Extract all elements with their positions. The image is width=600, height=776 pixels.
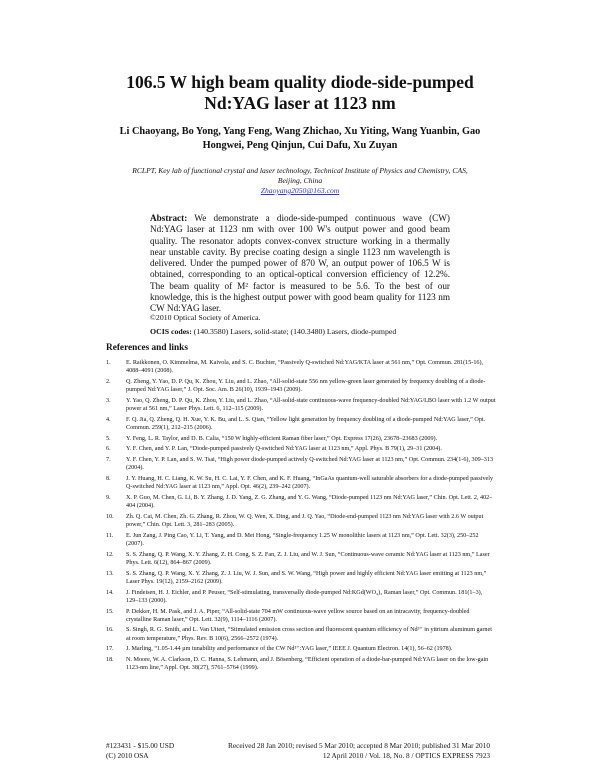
copyright-notice: ©2010 Optical Society of America. xyxy=(150,313,261,322)
affiliation-line-1: RCLPT, Key lab of functional crystal and laser technology, Technical Institute of Physics and Chemistry, CAS, xyxy=(132,166,468,175)
reference-text: P. Dekker, H. M. Pask, and J. A. Piper, “All-solid-state 704 mW continuous-wave yellow source based on an intracavity, frequency-doubled crystalline Raman laser,” Opt. Lett. 32(9), 1114–1116 (2007). xyxy=(126,608,470,623)
affiliation-line-2: Beijing, China xyxy=(277,176,323,185)
reference-number: 6. xyxy=(106,446,111,453)
reference-text: J. Marling, “1.05-1.44 µm tunability and performance of the CW Nd³⁺:YAG laser,” IEEE J. Quantum Electron. 14(1), 56–62 (1978). xyxy=(126,646,453,653)
reference-item xyxy=(106,551,496,568)
reference-item xyxy=(106,532,496,549)
reference-number: 5. xyxy=(106,435,111,442)
affiliation xyxy=(60,166,540,196)
reference-item xyxy=(106,626,496,643)
reference-item xyxy=(106,359,496,376)
reference-item xyxy=(106,656,496,673)
references-heading: References and links xyxy=(106,343,188,353)
ocis-text: (140.3580) Lasers, solid-state; (140.3480) Lasers, diode-pumped xyxy=(193,327,397,336)
reference-number: 11. xyxy=(106,532,114,539)
reference-item xyxy=(106,456,496,473)
reference-number: 18. xyxy=(106,656,114,663)
author-list xyxy=(60,125,540,153)
footer-citation: 12 April 2010 / Vol. 18, No. 8 / OPTICS EXPRESS 7923 xyxy=(322,751,490,760)
reference-item xyxy=(106,475,496,492)
reference-text: J. Y. Huang, H. C. Liang, K. W. Su, H. C. Lai, Y. F. Chen, and K. F. Huang, “InGaAs quantum-well saturable absorbers for a diode-pumped passively Q-switched Nd:YAG laser at 1123 nm,” Appl. Opt. 46(2), 239–242 (2007). xyxy=(126,475,494,491)
authors-line-1: Li Chaoyang, Bo Yong, Yang Feng, Wang Zhichao, Xu Yiting, Wang Yuanbin, Gao xyxy=(119,126,481,137)
reference-text: Y. Feng, L. R. Taylor, and D. B. Calia, “150 W highly-efficient Raman fiber laser,” Opt. Express 17(26), 23678–23683 (2009). xyxy=(126,435,438,442)
reference-text: J. Findeisen, H. J. Eichler, and P. Peuser, “Self-stimulating, transversally diode-pumped Nd:KGd(WO₄)₂ Raman laser,” Opt. Commun. 181(1–3), 129–133 (2000). xyxy=(126,589,483,604)
ocis-label: OCIS codes: xyxy=(150,327,192,336)
reference-text: Y. F. Chen, Y. P. Lan, and S. W. Tsai, “High power diode-pumped actively Q-switched Nd:YAG laser at 1123 nm,” Opt. Commun. 234(1-6), 309–313 (2004). xyxy=(126,456,494,472)
reference-number: 3. xyxy=(106,397,111,404)
reference-text: E. Jun Zang, J. Ping Cao, Y. Li, T. Yang, and D. Mei Hong, “Single-frequency 1.25 W monolithic lasers at 1123 nm,” Opt. Lett. 32(3), 250–252 (2007). xyxy=(126,532,479,548)
reference-number: 15. xyxy=(106,608,114,615)
reference-number: 8. xyxy=(106,475,111,482)
reference-text: S. S. Zhang, Q. P. Wang, X. Y. Zhang, Z. J. Liu, W. J. Sun, and S. W. Wang, “High power and highly efficient Nd:YAG laser emitting at 1123 nm,” Laser Phys. 19(12), 2159–2162 (2009). xyxy=(126,570,487,586)
reference-text: Q. Zheng, Y. Yao, D. P. Qu, K. Zhou, Y. Liu, and L. Zhao, “All-solid-state 556 nm yellow-green laser generated by frequency doubling of a diode-pumped Nd:YAG laser,” J. Opt. Soc. Am. B 26(10), 1939–1943 (2009). xyxy=(126,378,486,394)
reference-text: F. Q. Jia, Q. Zheng, Q. H. Xue, Y. K. Bu, and L. S. Qian, “Yellow light generation by frequency doubling of a diode-pumped Nd:YAG laser,” Opt. Commun. 259(1), 212–215 (2006). xyxy=(126,416,486,432)
reference-item xyxy=(106,645,496,653)
authors-line-2: Hongwei, Peng Qinjun, Cui Dafu, Xu Zuyan xyxy=(202,140,398,151)
author-email-link[interactable]: Zhaoyang2050@163.com xyxy=(260,186,340,195)
title-line-1: 106.5 W high beam quality diode-side-pumped xyxy=(126,72,474,92)
reference-item xyxy=(106,416,496,433)
footer-history: Received 28 Jan 2010; revised 5 Mar 2010; accepted 8 Mar 2010; published 31 Mar 2010 xyxy=(227,741,490,750)
reference-item xyxy=(106,513,496,530)
footer-copyright: (C) 2010 OSA xyxy=(106,751,149,760)
reference-number: 14. xyxy=(106,589,114,596)
reference-item xyxy=(106,378,496,395)
reference-item xyxy=(106,608,496,625)
reference-item xyxy=(106,589,496,606)
reference-text: N. Moore, W. A. Clarkson, D. C. Hanna, S. Lehmann, and J. Bösenberg, “Efficient operation of a diode-bar-pumped Nd:YAG laser on the low-gain 1123-nm line,” Appl. Opt. 38(27), 5761–5764 (1999). xyxy=(126,656,489,672)
reference-item xyxy=(106,494,496,511)
reference-number: 1. xyxy=(106,360,111,366)
reference-number: 2. xyxy=(106,378,111,385)
reference-text: S. S. Zhang, Q. P. Wang, X. Y. Zhang, Z. H. Cong, S. Z. Fan, Z. J. Liu, and W. J. Sun, “Continuous-wave ceramic Nd:YAG laser at 1123 nm,” Laser Phys. Lett. 6(12), 864–867 (2009). xyxy=(126,551,490,567)
reference-number: 10. xyxy=(106,513,114,520)
reference-text: Zh. Q. Cai, M. Chen, Zh. G. Zhang, R. Zhou, W. Q. Wen, X. Ding, and J. Q. Yao, “Diode-end-pumped 1123 nm Nd:YAG laser with 2.6 W output power,” Chin. Opt. Lett. 3, 281–283 (2005). xyxy=(126,513,484,529)
reference-item xyxy=(106,570,496,587)
paper-title xyxy=(0,72,600,114)
reference-number: 4. xyxy=(106,416,111,423)
reference-number: 16. xyxy=(106,627,114,634)
reference-text: Y. F. Chen, and Y. P. Lan, “Diode-pumped passively Q-switched Nd:YAG laser at 1123 nm,” Appl. Phys. B 79(1), 29–31 (2004). xyxy=(126,446,442,453)
reference-number: 17. xyxy=(106,646,114,653)
abstract-text: We demonstrate a diode-side-pumped continuous wave (CW) Nd:YAG laser at 1123 nm with over 100 W's output power and good beam quality. The resonator adopts convex-convex structure working in a thermally near unstable cavity. By precise coating design a single 1123 nm wavelength is delivered. Under the pumped power of 870 W, an output power of 106.5 W is obtained, corresponding to an optical-optical conversion efficiency of 12.2%. The beam quality of M² factor is measured to be 5.6. To the best of our knowledge, this is the highest output power with good beam quality for 1123 nm CW Nd:YAG laser. xyxy=(150,213,450,314)
reference-number: 7. xyxy=(106,456,111,463)
reference-text: X. P. Guo, M. Chen, G. Li, B. Y. Zhang, J. D. Yang, Z. G. Zhang, and Y. G. Wang, “Diode-pumped 1123 nm Nd:YAG laser,” Chin. Opt. Lett. 2, 402–404 (2004). xyxy=(126,494,493,510)
abstract xyxy=(150,213,450,315)
reference-list xyxy=(106,359,496,675)
title-line-2: Nd:YAG laser at 1123 nm xyxy=(204,93,396,113)
reference-text: S. Singh, R. G. Smith, and L. Van Uitert, “Stimulated emission cross section and fluorescent quantum efficiency of Nd³⁺ in yttrium aluminum garnet at room temperature,” Phys. Rev. B 10(6), 2566–2572 (1974). xyxy=(126,627,492,642)
reference-number: 9. xyxy=(106,494,111,501)
reference-item xyxy=(106,397,496,414)
reference-number: 13. xyxy=(106,570,114,577)
reference-number: 12. xyxy=(106,551,114,558)
page-footer xyxy=(106,741,490,761)
abstract-label: Abstract: xyxy=(150,213,188,223)
ocis-codes xyxy=(150,327,470,337)
reference-text: E. Raikkonen, O. Kimmelma, M. Kaivola, and S. C. Buchter, “Passively Q-switched Nd:YAG/KTA laser at 561 nm,” Opt. Commun. 281(15-16), 4088–4091 (2008). xyxy=(126,360,484,375)
footer-doc-id: #123431 - $15.00 USD xyxy=(106,741,175,750)
reference-item xyxy=(106,435,496,443)
reference-text: Y. Yao, Q. Zheng, D. P. Qu, K. Zhou, Y. Liu, and L. Zhao, “All-solid-state continuous-wave frequency-doubled Nd:YAG/LBO laser with 1.2 W output power at 561 nm,” Laser Phys. Lett. 6, 112–115 (2009). xyxy=(126,397,496,413)
reference-item xyxy=(106,445,496,453)
